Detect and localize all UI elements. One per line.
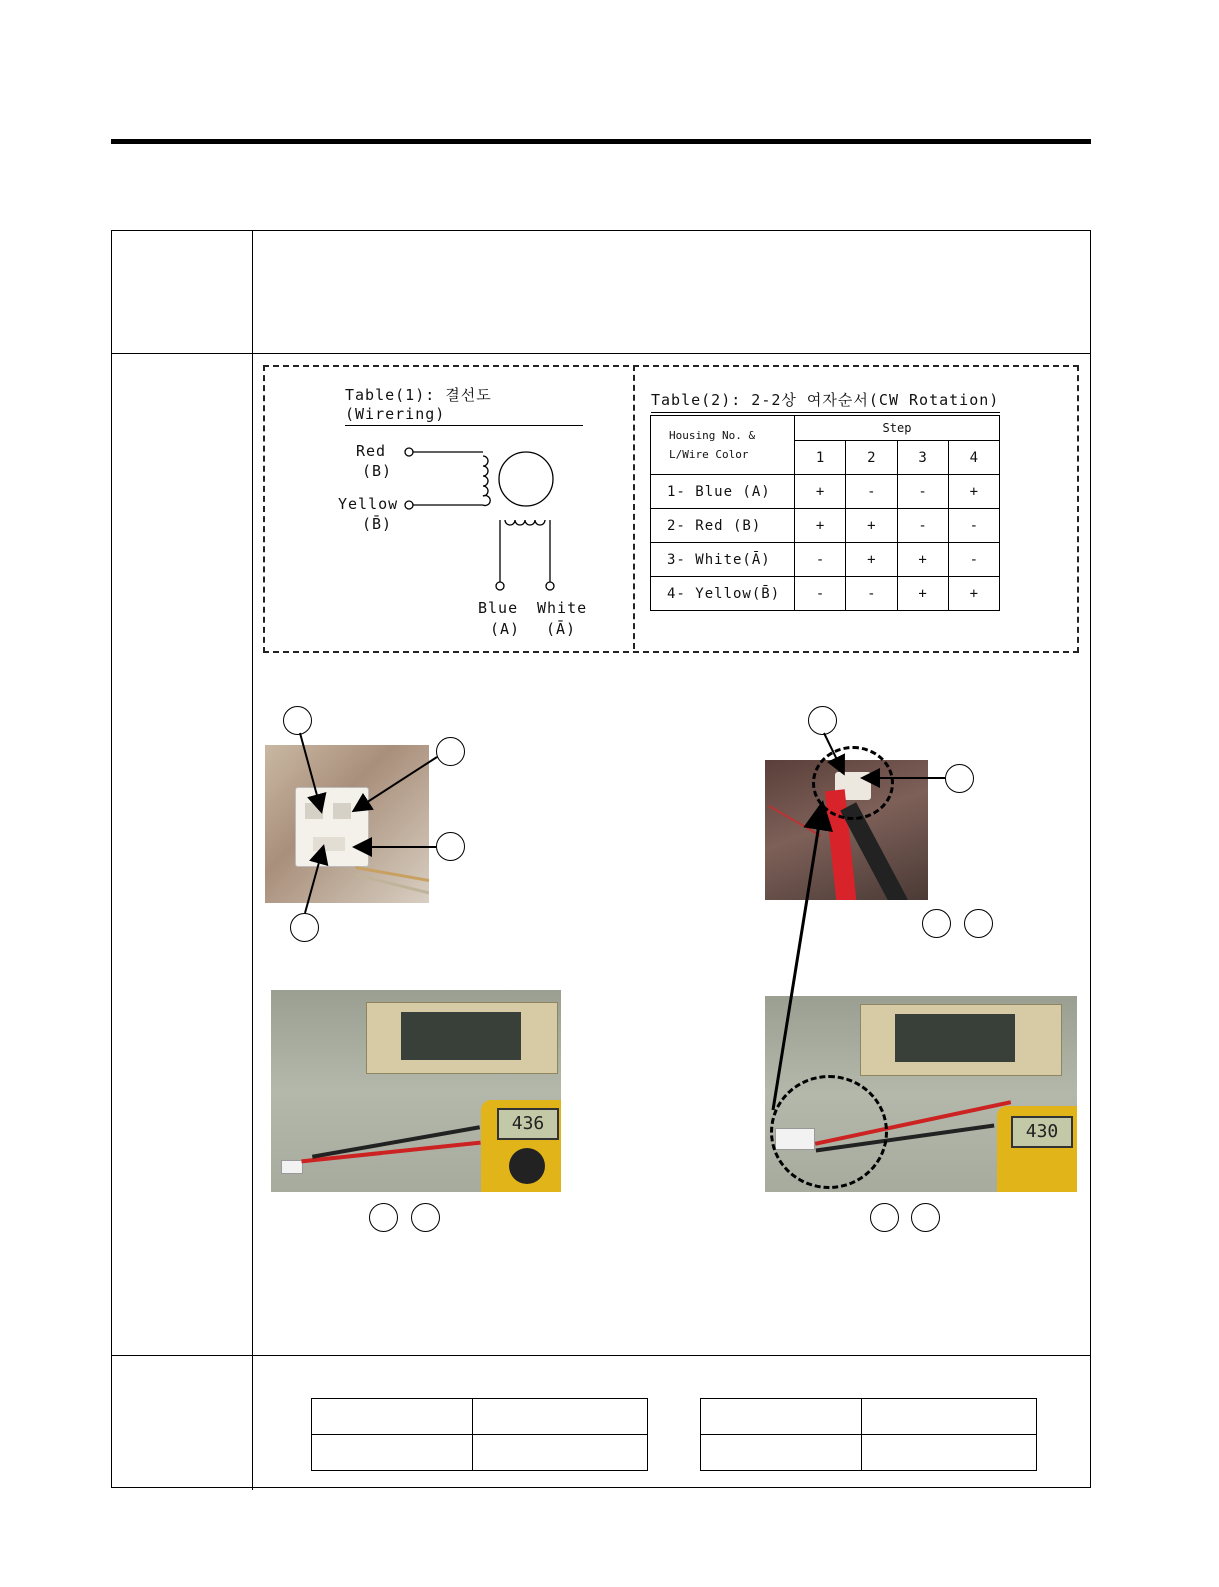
cell: + (846, 509, 897, 543)
cell: + (795, 509, 846, 543)
cell: - (897, 509, 948, 543)
cell: - (948, 509, 999, 543)
step-number: 4 (948, 441, 999, 475)
cell: + (897, 543, 948, 577)
cell: - (795, 543, 846, 577)
table2-title: Table(2): 2-2상 여자순서(CW Rotation) (651, 389, 1000, 413)
meter-display-left: 436 (497, 1108, 559, 1140)
row-label: 3- White(Ā) (651, 543, 795, 577)
step-label: Step (795, 416, 1000, 441)
label-red: Red (356, 442, 387, 460)
cell: - (948, 543, 999, 577)
cell: + (948, 577, 999, 611)
cell: - (897, 475, 948, 509)
cell: + (795, 475, 846, 509)
row-label: 2- Red (B) (651, 509, 795, 543)
label-yellow: Yellow (338, 495, 399, 513)
step-number: 3 (897, 441, 948, 475)
header-line-2: L/Wire Color (669, 448, 749, 461)
label-yellow-phase: (B̄) (362, 515, 393, 533)
label-white-phase: (Ā) (546, 620, 577, 638)
step-number: 2 (846, 441, 897, 475)
result-table-left (311, 1398, 648, 1471)
cell: - (846, 577, 897, 611)
cell: - (795, 577, 846, 611)
label-red-phase: (B) (362, 462, 393, 480)
row-label: 4- Yellow(B̄) (651, 577, 795, 611)
header-line-1: Housing No. & (669, 429, 756, 442)
label-white: White (537, 599, 588, 617)
cell: - (846, 475, 897, 509)
meter-display-right: 430 (1011, 1116, 1073, 1148)
result-table-right (700, 1398, 1037, 1471)
cell: + (846, 543, 897, 577)
label-blue: Blue (478, 599, 519, 617)
cell: + (948, 475, 999, 509)
table1-title: Table(1): 결선도(Wirering) (345, 384, 583, 426)
step-number: 1 (795, 441, 846, 475)
cell: + (897, 577, 948, 611)
label-blue-phase: (A) (490, 620, 521, 638)
row-label: 1- Blue (A) (651, 475, 795, 509)
